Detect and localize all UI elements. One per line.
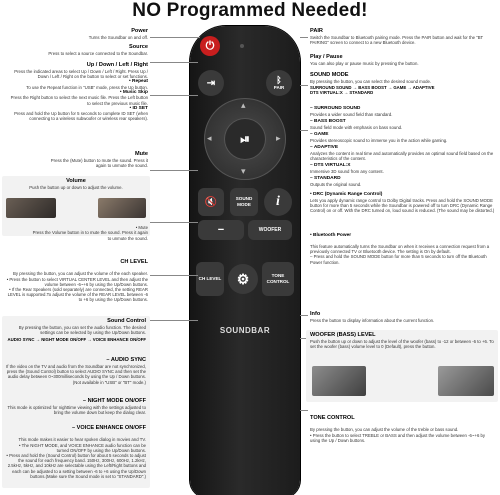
mute-description: Mute Press the (Mute) button to mute the sound. Press it again to unmute the sound. <box>50 151 148 169</box>
connector-line <box>150 170 198 171</box>
mute-icon: 🔇 <box>204 196 218 208</box>
game-description: – GAME Provides stereoscopic sound to immerse you in the action while gaming. <box>310 132 448 143</box>
adaptive-description: – ADAPTIVE Analyzes the content in real time and automatically provides an optimal sound field based on the characteristics of the content. <box>310 145 494 161</box>
left-arrow-button[interactable]: ◂ <box>207 133 212 143</box>
tone-control-button[interactable] <box>262 262 294 296</box>
source-button[interactable] <box>198 70 224 96</box>
sound-mode-label: SOUND MODE <box>235 196 253 207</box>
sound-control-button[interactable] <box>228 264 258 294</box>
volume-scene-image <box>6 198 56 218</box>
connector-line <box>150 37 200 38</box>
source-icon: ⇥ <box>206 77 216 89</box>
page-title: NO Programmed Needed! <box>132 0 368 21</box>
woofer-scene-image <box>438 366 494 396</box>
bluetooth-pair-button[interactable] <box>266 70 292 96</box>
night-mode-description: – NIGHT MODE ON/OFF This mode is optimized for nighttime viewing with the settings adjusted to bring the volume down but keep the dialog clear. <box>7 398 146 416</box>
remote-control <box>190 26 300 495</box>
volume-rocker[interactable] <box>198 220 244 240</box>
connector-line <box>150 62 198 63</box>
info-description: Info Press the button to display information about the current function. <box>310 311 435 323</box>
connector-line <box>150 222 198 223</box>
connector-line <box>300 130 308 131</box>
ch-level-description: CH LEVEL By pressing the button, you can adjust the volume of the each speaker. • Press the button to select VIRTUAL CENTER LEVEL and then adjust the volume between -6~+6 by using the Up/Down buttons. • If the Rear Speakers (sold separately) are connected, the setting REAR LEVEL is supported.To adjust the volume of the REAR LEVEL between -6 to +6 by using the Up/Down buttons. <box>6 259 148 303</box>
volume-description: Volume Push the button up or down to adjust the volume. <box>29 178 123 190</box>
woofer-scene-image <box>312 366 366 396</box>
info-icon: i <box>276 194 280 209</box>
right-arrow-button[interactable]: ▸ <box>276 133 281 143</box>
connector-line <box>150 320 198 321</box>
connector-line <box>300 37 308 38</box>
gear-icon: ⚙ <box>236 270 250 287</box>
navigation-description: Up / Down / Left / Right Press the indicated areas to select Up / Down / Left / Right. Press Up / Down / Left / Right on the button to select or set functions. • Repeat To use the Repeat function in "USB" mode, press the Up button. • Music Skip Press the Right button to select the next music file. Press the Left button to select the previous music file. • ID SET Press and hold the Up button for 5 seconds to complete ID SET (when connecting to a wireless subwoofer or wireless rear speakers). <box>10 62 148 122</box>
tone-control-description: TONE CONTROL By pressing the button, you can adjust the volume of the treble or bass sound. • Press the button to select TREBLE or BASS and then adjust the volume between -6~+6 by using the Up / Down buttons. <box>310 415 486 443</box>
standard-description: – STANDARD Outputs the original sound. <box>310 176 362 187</box>
tone-control-label: TONE CONTROL <box>266 273 290 284</box>
pair-label: PAIR <box>273 85 285 90</box>
volume-down-label: − <box>217 224 225 236</box>
voice-enhance-description: – VOICE ENHANCE ON/OFF This mode makes it easier to hear spoken dialog in movies and TV. • The NIGHT MODE, and VOICE ENHANCE audio function can be turned ON/OFF by using the Up/Down buttons. • Press and hold the (Sound Control) button for about 5 seconds to adjust the sound for each frequency band. 150Hz, 300Hz, 600Hz, 1.2kHz, 2.5kHz, 5kHz, and 10kHz are selectable using the Left/Right buttons and each can be adjusted to a setting between -6 to +6 using the Up/Down buttons.(Make sure the Sound mode is set to "STANDARD".) <box>6 425 146 479</box>
ch-level-label: CH LEVEL <box>198 276 222 281</box>
woofer-description: WOOFER (BASS) LEVEL Push the button up or down to adjust the level of the woofer (bass) to -12 or between -6 to +6. To set the woofer (bass) volume level to 0 (Default), press the button. <box>310 332 494 350</box>
audio-sync-description: – AUDIO SYNC If the video on the TV and audio from the Soundbar are not synchronized, press the (Sound Control) button to select AUDIO SYNC and then set the audio delay between 0~300milliseconds by using the Up / Down buttons. (Not available in "USB" or "BT" mode.) <box>6 357 146 385</box>
ch-level-button[interactable] <box>196 262 224 296</box>
info-button[interactable] <box>264 188 292 216</box>
woofer-label: WOOFER <box>258 227 282 233</box>
volume-mute-description: • Mute Press the Volume button in to mute the sound. Press it again to unmute the sound. <box>32 225 148 241</box>
connector-line <box>300 85 308 86</box>
connector-line <box>150 95 198 96</box>
sound-mode-description: SOUND MODE By pressing the button, you can select the desired sound mode. SURROUND SOUND → BASS BOOST → GAME → ADAPTIVE DTS VIRTUAL:X → STANDARD <box>310 72 435 96</box>
connector-line <box>300 410 308 411</box>
sound-mode-button[interactable] <box>230 188 258 216</box>
surround-description: – SURROUND SOUND Provides a wider sound field than standard. <box>310 106 393 117</box>
power-icon: ⏻ <box>205 39 215 52</box>
volume-scene-image <box>98 198 146 218</box>
mute-button[interactable] <box>198 188 224 216</box>
bluetooth-icon: ᛒ <box>276 75 282 85</box>
dts-description: – DTS VIRTUAL:X Immersive 3D sound from any content. <box>310 163 384 174</box>
bass-boost-description: – BASS BOOST Sound field mode with emphasis on bass sound. <box>310 119 403 130</box>
indicator-led <box>240 44 244 48</box>
play-pause-description: Play / Pause You can also play or pause music by pressing the button. <box>310 54 419 66</box>
source-description: Source Press to select a source connected to the Soundbar. <box>48 44 148 56</box>
woofer-rocker[interactable] <box>248 220 292 240</box>
pair-description: PAIR Switch the Soundbar to Bluetooth pairing mode. Press the PAIR button and wait for the "BT PAIRING" screen to connect to a new Bluetooth device. <box>310 28 484 46</box>
connector-line <box>150 275 198 276</box>
bluetooth-power-description: • Bluetooth Power This feature automatically turns the Soundbar on when it receives a connection request from a previously connected TV or Bluetooth device. The setting is On by default. – Press and hold the SOUND MODE button for more than 5 seconds to turn off the Bluetooth Power function. <box>310 233 490 265</box>
up-arrow-button[interactable]: ▴ <box>241 100 246 110</box>
play-pause-icon: ⏯ <box>240 131 250 146</box>
power-description: Power Turns the Soundbar on and off. <box>88 28 148 40</box>
sound-control-description: Sound Control By pressing the button, you can set the audio function. The desired settings can be selected by using the Up/Down buttons. AUDIO SYNC → NIGHT MODE ON/OFF → VOICE ENHANCE ON/OFF <box>7 318 146 343</box>
connector-line <box>300 315 308 316</box>
power-button[interactable] <box>200 36 220 56</box>
remote-brand: SOUNDBAR <box>219 326 271 335</box>
drc-description: • DRC (Dynamic Range Control) Lets you apply dynamic range control to Dolby Digital tracks. Press and hold the SOUND MODE button for more than 5 seconds while the Soundbar is powered off to turn DRC (Dynamic Range Control) on or off. With the DRC turned on, loud sound is reduced. (The sound may be distorted.) <box>310 192 495 213</box>
play-pause-button[interactable] <box>225 119 265 159</box>
down-arrow-button[interactable]: ▾ <box>241 166 246 176</box>
